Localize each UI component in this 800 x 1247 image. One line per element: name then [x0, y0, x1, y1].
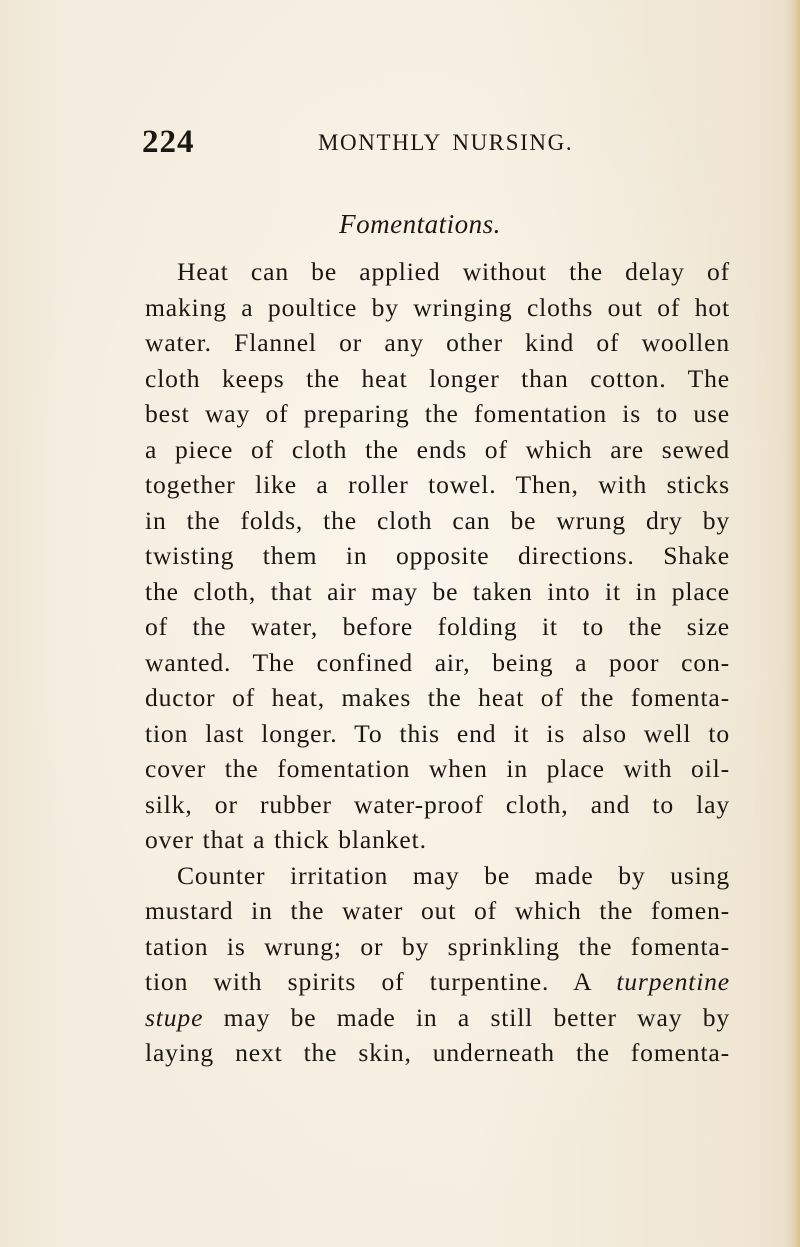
text-line: best way of preparing the fomentation is to use	[145, 399, 730, 428]
text-line: cover the fomentation when in place with oil-	[145, 754, 730, 783]
italic-text: turpentine	[616, 967, 731, 996]
text-line: a piece of cloth the ends of which are sewed	[145, 434, 730, 464]
text-line: making a poultice by wringing cloths out of hot	[145, 292, 730, 322]
text-line: wanted. The confined air, being a poor con-	[145, 647, 730, 677]
page-header	[142, 120, 662, 164]
text-line: the cloth, that air may be taken into it in place	[145, 576, 730, 606]
text-line: of the water, before folding it to the size	[145, 612, 730, 641]
running-head: MONTHLY NURSING.	[318, 130, 574, 155]
text-line: mustard in the water out of which the fomen-	[145, 896, 730, 925]
text-line: Counter irritation may be made by using	[177, 860, 730, 890]
text-line: together like a roller towel. Then, with sticks	[145, 470, 730, 499]
text-line: twisting them in opposite directions. Shake	[145, 541, 730, 570]
text-line: water. Flannel or any other kind of woollen	[145, 328, 730, 357]
text-line: in the folds, the cloth can be wrung dry by	[145, 505, 730, 535]
text-line: laying next the skin, underneath the fomenta-	[145, 1038, 730, 1067]
text-line: tion last longer. To this end it is also well to	[145, 718, 730, 748]
italic-text: stupe	[145, 1002, 204, 1032]
text-run: may be made in a still better way by	[223, 1002, 731, 1032]
text-line: silk, or rubber water-proof cloth, and to lay	[145, 789, 730, 819]
section-title: Fomentations.	[339, 209, 501, 239]
text-line: cloth keeps the heat longer than cotton. The	[145, 363, 730, 393]
page-number: 224	[142, 124, 195, 160]
text-line: Heat can be applied without the delay of	[177, 257, 730, 286]
text-line	[145, 1000, 730, 1036]
text-line: tation is wrung; or by sprinkling the fomenta-	[145, 931, 730, 961]
text-line	[145, 964, 730, 1000]
text-line: over that a thick blanket.	[145, 825, 427, 854]
text-line: ductor of heat, makes the heat of the fomenta-	[145, 683, 730, 712]
page-edge	[786, 0, 800, 1247]
body-text	[145, 254, 730, 1071]
text-run: tion with spirits of turpentine. A	[145, 967, 592, 996]
